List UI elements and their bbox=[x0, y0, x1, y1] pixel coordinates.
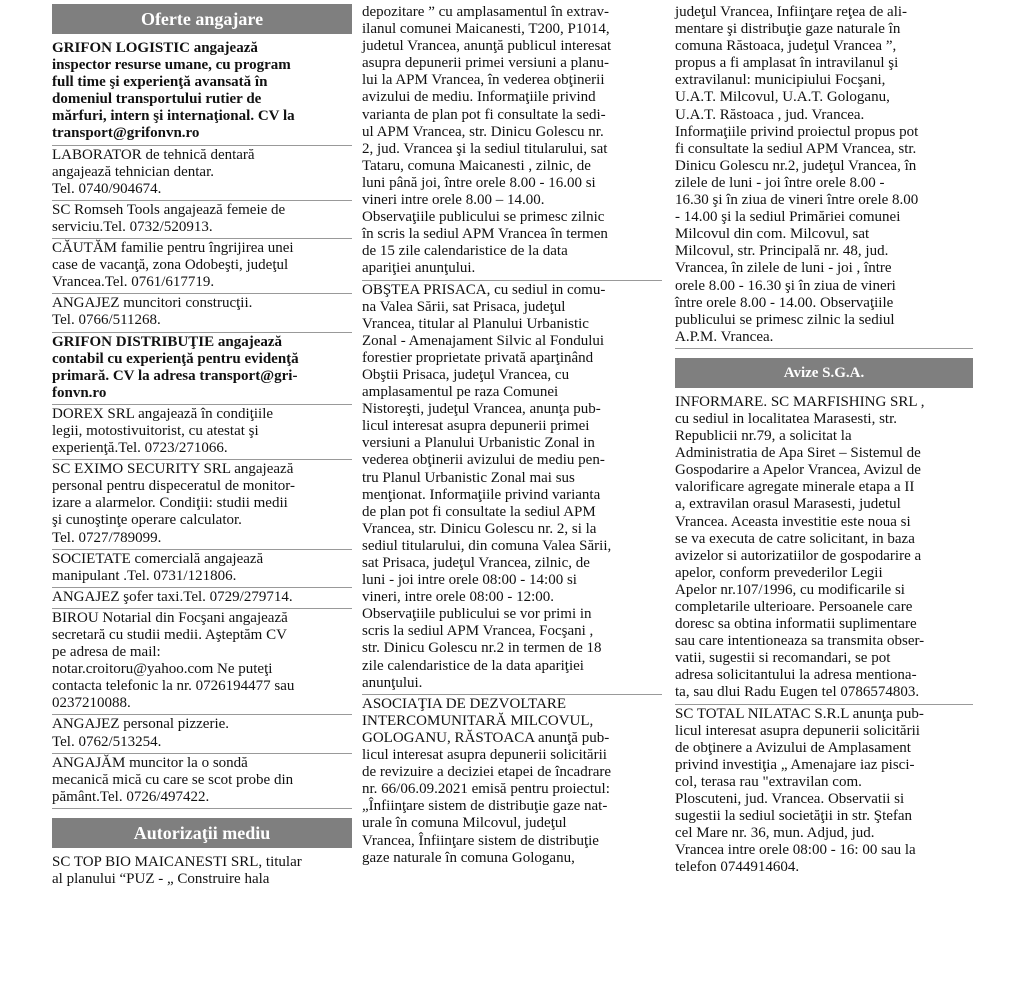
classified-ad: CĂUTĂM familie pentru îngrijirea unei case de vacanţă, zona Odobeşti, judeţul Vrancea.Tel. 0761/617719. bbox=[52, 240, 352, 294]
sga-ads-list bbox=[675, 394, 973, 879]
column-3 bbox=[675, 4, 973, 880]
classified-ad: ASOCIAŢIA DE DEZVOLTARE INTERCOMUNITARĂ MILCOVUL, GOLOGANU, RĂSTOACA anunţă pub- licul interesat asupra depunerii solicitării de revizuire a deciziei etapei de încadrare nr. 66/06.09.2021 emisă pentru proiectul: „Înfiinţare sistem de distribuţie gaze nat- urale în comuna Milcovul, judeţul Vrancea, Înfiinţare sistem de distribuţie gaze naturale în comuna Gologanu, bbox=[362, 695, 612, 866]
column-2 bbox=[362, 4, 662, 870]
classified-ad: SOCIETATE comercială angajează manipulant .Tel. 0731/121806. bbox=[52, 551, 352, 588]
classified-ad: ANGAJEZ personal pizzerie. Tel. 0762/513254. bbox=[52, 716, 352, 753]
section-header-sga-notices: Avize S.G.A. bbox=[675, 358, 973, 388]
column-1 bbox=[52, 4, 352, 891]
environment-ads-list bbox=[362, 4, 662, 869]
classified-ad: INFORMARE. SC MARFISHING SRL , cu sediul in localitatea Marasesti, str. Republicii nr.79, a solicitat la Administratia de Apa Siret – Sistemul de Gospodarire a Apelor Vrancea, Avizul de valorificare agregate minerale etapa a II a, extravilan orasul Marasesti, judetul Vrancea. Aceasta investitie este noua si se va executa de catre solicitant, in baza avizelor si autorizatiilor de gospodarire a apelor, conform prevederilor Legii Apelor nr.107/1996, cu modificarile si completarile ulterioare. Persoanele care doresc sa obtina informatii suplimentare sau care intentioneaza sa transmita obser- vatii, sugestii si recomandari, se pot adresa solicitantului la adresa mentiona- ta, sau dlui Radu Eugen tel 0786574803. bbox=[675, 394, 973, 705]
classified-ad: ANGAJEZ muncitori construcţii. Tel. 0766/511268. bbox=[52, 295, 352, 332]
job-ads-list bbox=[52, 40, 352, 809]
classified-ad-continuation: judeţul Vrancea, Infiinţare reţea de ali- mentare şi distribuţie gaze naturale în comuna Răstoaca, judeţul Vrancea ”, propus a fi amplasat în intravilanul şi extravilanul: municipiului Focşani, U.A.T. Milcovul, U.A.T. Gologanu, U.A.T. Răstoaca , jud. Vrancea. Informaţiile privind proiectul propus pot fi consultate la sediul APM Vrancea, str. Dinicu Golescu nr.2, judeţul Vrancea, în zilele de luni - joi între orele 8.00 - 16.30 şi în ziua de vineri între orele 8.00 - 14.00 şi la sediul Primăriei comunei Milcovul din com. Milcovul, sat Milcovul, str. Principală nr. 48, jud. Vrancea, în zilele de luni - joi , între orele 8.00 - 16.30 şi în ziua de vineri între orele 8.00 - 14.00. Observaţiile publicului se primesc zilnic la sediul A.P.M. Vrancea. bbox=[675, 4, 973, 349]
classified-ad: depozitare ” cu amplasamentul în extrav- ilanul comunei Maicanesti, T200, P1014, judetul Vrancea, anunţă publicul interesat asupra depunerii primei versiuni a planu- lui la APM Vrancea, în vederea obţinerii avizului de mediu. Informaţiile privind varianta de plan pot fi consultate la sedi- ul APM Vrancea, str. Dinicu Golescu nr. 2, jud. Vrancea şi la sediul titularului, sat Tataru, comuna Maicanesti , zilnic, de luni până joi, între orele 8.00 - 16.00 si vineri intre orele 8.00 – 14.00. Observaţiile publicului se primesc zilnic în scris la sediul APM Vrancea în termen de 15 zile calendaristice de la data apariţiei anunţului. bbox=[362, 4, 662, 281]
classified-ad: OBŞTEA PRISACA, cu sediul in comu- na Valea Sării, sat Prisaca, judeţul Vrancea, titular al Planului Urbanistic Zonal - Amenajament Silvic al Fondului forestier proprietate privată aparţinând Obştii Prisaca, judeţul Vrancea, cu amplasamentul pe raza Comunei Nistoreşti, judeţul Vrancea, anunţa pub- licul interesat asupra depunerii primei versiuni a Planului Urbanistic Zonal in vederea obţinerii avizului de mediu pen- tru Planul Urbanistic Zonal mai sus menţionat. Informaţiile privind varianta de plan pot fi consultate la sediul APM Vrancea, str. Dinicu Golescu nr. 2, si la sediul titularului, din comuna Valea Sării, sat Prisaca, judeţul Vrancea, zilnic, de luni - joi intre orele 08:00 - 14:00 si vineri, intre orele 08:00 - 12:00. Observaţiile publicului se vor primi in scris la sediul APM Vrancea, Focşani , str. Dinicu Golescu nr.2 in termen de 18 zile calendaristice de la data apariţiei anunţului. bbox=[362, 282, 662, 695]
classified-ad: SC TOP BIO MAICANESTI SRL, titular al planului “PUZ - „ Construire hala bbox=[52, 853, 302, 888]
classified-ad: GRIFON DISTRIBUŢIE angajează contabil cu experienţă pentru evidenţă primară. CV la adresa transport@gri- fonvn.ro bbox=[52, 334, 352, 405]
section-header-environment-permits: Autorizaţii mediu bbox=[52, 818, 352, 848]
classified-ad: ANGAJĂM muncitor la o sondă mecanică mică cu care se scot probe din pământ.Tel. 0726/497422. bbox=[52, 755, 352, 809]
classified-ad: SC EXIMO SECURITY SRL angajează personal pentru dispeceratul de monitor- izare a alarmelor. Condiţii: studii medii şi cunoştinţe operare calculator. Tel. 0727/789099. bbox=[52, 461, 352, 549]
classified-ad: SC TOTAL NILATAC S.R.L anunţa pub- licul interesat asupra depunerii solicitării de obţinere a Avizului de Amplasament privind investiţia „ Amenajare iaz pisci- col, terasa rau "extravilan com. Ploscuteni, jud. Vrancea. Observatii si sugestii la sediul societăţii in str. Ştefan cel Mare nr. 36, mun. Adjud, jud. Vrancea intre orele 08:00 - 16: 00 sau la telefon 0744914604. bbox=[675, 705, 924, 876]
classified-ad: SC Romseh Tools angajează femeie de serviciu.Tel. 0732/520913. bbox=[52, 202, 352, 239]
classified-ad: BIROU Notarial din Focşani angajează secretară cu studii medii. Aşteptăm CV pe adresa de mail: notar.croitoru@yahoo.com Ne puteţi contacta telefonic la nr. 0726194477 sau 0237210088. bbox=[52, 610, 352, 716]
classified-ad: DOREX SRL angajează în condiţiile legii, motostivuitorist, cu atestat şi experienţă.Tel. 0723/271066. bbox=[52, 406, 352, 460]
classified-ad: GRIFON LOGISTIC angajează inspector resurse umane, cu program full time şi experienţă avansată în domeniul transportului rutier de mărfuri, intern şi internaţional. CV la transport@grifonvn.ro bbox=[52, 40, 352, 146]
section-header-job-offers: Oferte angajare bbox=[52, 4, 352, 34]
classified-ad: ANGAJEZ şofer taxi.Tel. 0729/279714. bbox=[52, 589, 352, 609]
classified-ad: LABORATOR de tehnică dentară angajează tehnician dentar. Tel. 0740/904674. bbox=[52, 147, 352, 201]
